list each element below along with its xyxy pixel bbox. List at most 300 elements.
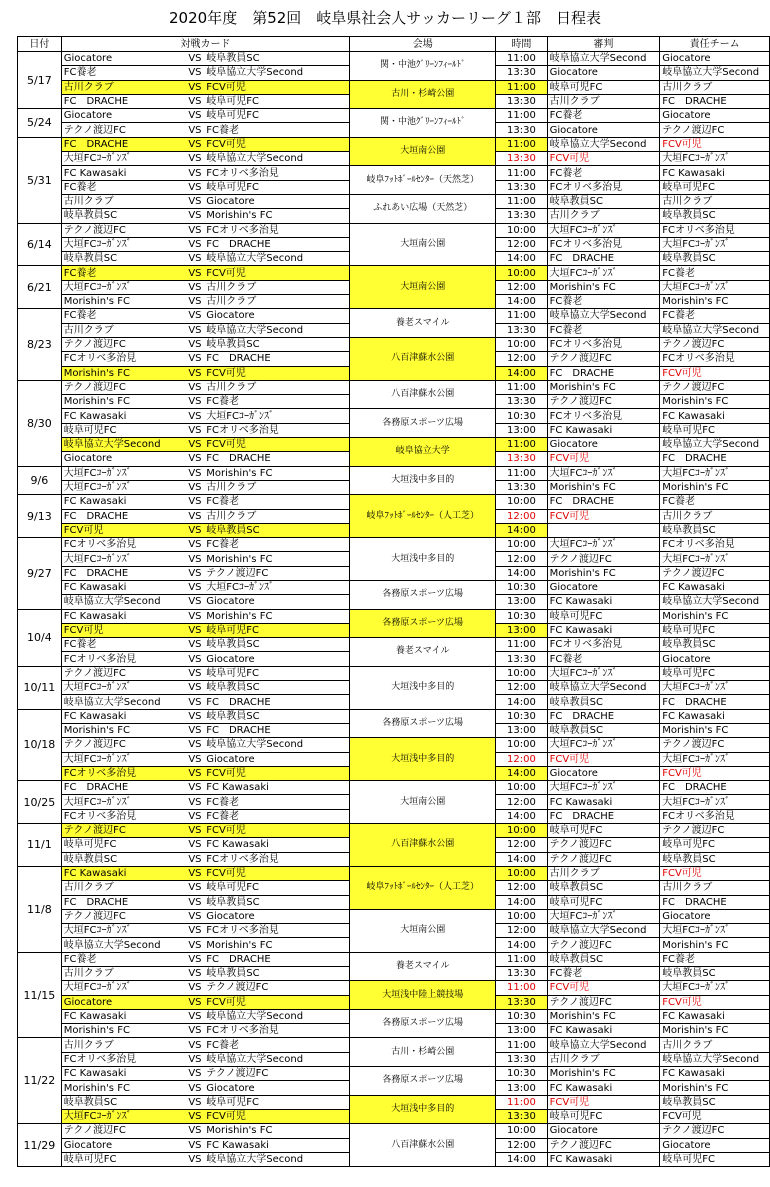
away-team: FCオリベ多治見 (204, 423, 349, 437)
time-cell: 13:30 (496, 152, 547, 166)
responsible-cell: 古川クラブ (660, 1038, 770, 1052)
time-cell: 12:00 (496, 352, 547, 366)
home-team: Giocatore (61, 452, 188, 466)
referee-cell: Morishin's FC (547, 280, 660, 294)
away-team: Morishin's FC (204, 1124, 349, 1138)
responsible-cell: FC Kawasaki (660, 1009, 770, 1023)
vs-label: VS (188, 1124, 204, 1138)
away-team: FCV可児 (204, 995, 349, 1009)
match-row (18, 781, 770, 795)
referee-cell: テクノ渡辺FC (547, 852, 660, 866)
referee-cell: 岐阜教員SC (547, 952, 660, 966)
referee-cell: 大垣FCｺｰｶﾞﾝｽﾞ (547, 538, 660, 552)
home-team: FC Kawasaki (61, 1009, 188, 1023)
vs-label: VS (188, 824, 204, 838)
referee-cell: 大垣FCｺｰｶﾞﾝｽﾞ (547, 666, 660, 680)
vs-label: VS (188, 266, 204, 280)
away-team: 大垣FCｺｰｶﾞﾝｽﾞ (204, 409, 349, 423)
time-cell: 13:30 (496, 480, 547, 494)
venue-cell: 八百津蘇水公園 (350, 337, 496, 380)
vs-label: VS (188, 752, 204, 766)
vs-label: VS (188, 995, 204, 1009)
responsible-cell: 大垣FCｺｰｶﾞﾝｽﾞ (660, 981, 770, 995)
date-cell: 10/4 (18, 609, 62, 666)
away-team: 岐阜教員SC (204, 709, 349, 723)
home-team: 古川クラブ (61, 323, 188, 337)
match-row (18, 609, 770, 623)
time-cell: 10:30 (496, 409, 547, 423)
referee-cell: FC Kawasaki (547, 795, 660, 809)
vs-label: VS (188, 237, 204, 251)
date-cell: 9/6 (18, 466, 62, 495)
responsible-cell: Morishin's FC (660, 609, 770, 623)
home-team: 古川クラブ (61, 1038, 188, 1052)
away-team: FCV可児 (204, 866, 349, 880)
time-cell: 10:00 (496, 824, 547, 838)
vs-label: VS (188, 723, 204, 737)
header-date: 日付 (18, 37, 62, 52)
venue-cell: 各務原スポーツ広場 (350, 409, 496, 438)
venue-cell: 八百津蘇水公園 (350, 380, 496, 409)
vs-label: VS (188, 967, 204, 981)
referee-cell: 岐阜教員SC (547, 695, 660, 709)
referee-cell: FC Kawasaki (547, 1024, 660, 1038)
responsible-cell: Morishin's FC (660, 295, 770, 309)
vs-label: VS (188, 495, 204, 509)
match-row (18, 495, 770, 509)
date-cell: 9/27 (18, 538, 62, 609)
home-team: 古川クラブ (61, 80, 188, 94)
away-team: 岐阜協立大学Second (204, 152, 349, 166)
time-cell: 10:00 (496, 781, 547, 795)
home-team: テクノ渡辺FC (61, 1124, 188, 1138)
responsible-cell: 岐阜教員SC (660, 252, 770, 266)
vs-label: VS (188, 323, 204, 337)
header-time: 時間 (496, 37, 547, 52)
away-team: 岐阜協立大学Second (204, 252, 349, 266)
home-team: FC Kawasaki (61, 709, 188, 723)
referee-cell: 岐阜可児FC (547, 895, 660, 909)
match-row (18, 80, 770, 94)
home-team: 大垣FCｺｰｶﾞﾝｽﾞ (61, 681, 188, 695)
home-team: FCオリベ多治見 (61, 1052, 188, 1066)
away-team: FCV可児 (204, 266, 349, 280)
away-team: FC養老 (204, 395, 349, 409)
referee-cell: 岐阜可児FC (547, 824, 660, 838)
away-team: Giocatore (204, 909, 349, 923)
date-cell: 9/13 (18, 495, 62, 538)
away-team: テクノ渡辺FC (204, 566, 349, 580)
away-team: 古川クラブ (204, 295, 349, 309)
responsible-cell: Giocatore (660, 909, 770, 923)
vs-label: VS (188, 838, 204, 852)
responsible-cell: 岐阜協立大学Second (660, 323, 770, 337)
time-cell: 11:00 (496, 1095, 547, 1109)
venue-cell: 養老スマイル (350, 309, 496, 338)
time-cell: 10:00 (496, 866, 547, 880)
time-cell: 13:00 (496, 595, 547, 609)
time-cell: 13:30 (496, 66, 547, 80)
time-cell: 10:00 (496, 266, 547, 280)
responsible-cell: Morishin's FC (660, 1081, 770, 1095)
responsible-cell: 岐阜可児FC (660, 423, 770, 437)
responsible-cell: FCオリベ多治見 (660, 809, 770, 823)
time-cell: 13:30 (496, 123, 547, 137)
home-team: FC Kawasaki (61, 495, 188, 509)
time-cell: 12:00 (496, 237, 547, 251)
match-row (18, 1009, 770, 1023)
responsible-cell: FCオリベ多治見 (660, 352, 770, 366)
venue-cell: 関・中池ｸﾞﾘｰﾝﾌｨｰﾙﾄﾞ (350, 52, 496, 81)
referee-cell: 古川クラブ (547, 94, 660, 108)
match-row (18, 380, 770, 394)
match-row (18, 1124, 770, 1138)
referee-cell: テクノ渡辺FC (547, 995, 660, 1009)
away-team: FCV可児 (204, 137, 349, 151)
away-team: 岐阜教員SC (204, 967, 349, 981)
time-cell: 13:00 (496, 423, 547, 437)
time-cell: 14:00 (496, 566, 547, 580)
referee-cell: FCV可児 (547, 752, 660, 766)
referee-cell: 岐阜可児FC (547, 1109, 660, 1123)
vs-label: VS (188, 280, 204, 294)
referee-cell: FCV可児 (547, 452, 660, 466)
away-team: Giocatore (204, 652, 349, 666)
time-cell: 10:30 (496, 580, 547, 594)
referee-cell: 岐阜協立大学Second (547, 309, 660, 323)
responsible-cell: 岐阜協立大学Second (660, 66, 770, 80)
away-team: 岐阜可児FC (204, 666, 349, 680)
home-team: 古川クラブ (61, 194, 188, 208)
vs-label: VS (188, 1152, 204, 1166)
referee-cell: FC Kawasaki (547, 423, 660, 437)
referee-cell: 岐阜協立大学Second (547, 52, 660, 66)
referee-cell: 大垣FCｺｰｶﾞﾝｽﾞ (547, 738, 660, 752)
referee-cell: FC養老 (547, 109, 660, 123)
match-row (18, 580, 770, 594)
responsible-cell: Giocatore (660, 52, 770, 66)
match-row (18, 194, 770, 208)
venue-cell: 大垣南公園 (350, 781, 496, 824)
header-row (18, 37, 770, 52)
time-cell: 12:00 (496, 795, 547, 809)
time-cell: 12:00 (496, 509, 547, 523)
home-team: 大垣FCｺｰｶﾞﾝｽﾞ (61, 981, 188, 995)
venue-cell: 大垣浅中多目的 (350, 666, 496, 709)
home-team: FC DRACHE (61, 94, 188, 108)
referee-cell: 古川クラブ (547, 1052, 660, 1066)
referee-cell: 古川クラブ (547, 209, 660, 223)
referee-cell: 岐阜教員SC (547, 194, 660, 208)
responsible-cell: 大垣FCｺｰｶﾞﾝｽﾞ (660, 280, 770, 294)
responsible-cell: Giocatore (660, 109, 770, 123)
vs-label: VS (188, 938, 204, 952)
away-team: FC養老 (204, 1038, 349, 1052)
home-team: Giocatore (61, 52, 188, 66)
responsible-cell: Morishin's FC (660, 395, 770, 409)
match-row (18, 223, 770, 237)
responsible-cell: FCオリベ多治見 (660, 223, 770, 237)
vs-label: VS (188, 709, 204, 723)
vs-label: VS (188, 595, 204, 609)
vs-label: VS (188, 1024, 204, 1038)
away-team: FC DRACHE (204, 237, 349, 251)
home-team: テクノ渡辺FC (61, 824, 188, 838)
vs-label: VS (188, 223, 204, 237)
match-row (18, 824, 770, 838)
away-team: 岐阜可児FC (204, 623, 349, 637)
responsible-cell: FCオリベ多治見 (660, 538, 770, 552)
away-team: 岐阜教員SC (204, 523, 349, 537)
venue-cell: 養老スマイル (350, 638, 496, 667)
vs-label: VS (188, 1095, 204, 1109)
responsible-cell: FC Kawasaki (660, 1067, 770, 1081)
away-team: 大垣FCｺｰｶﾞﾝｽﾞ (204, 580, 349, 594)
vs-label: VS (188, 52, 204, 66)
match-row (18, 52, 770, 66)
responsible-cell: Giocatore (660, 652, 770, 666)
home-team: FCオリベ多治見 (61, 809, 188, 823)
vs-label: VS (188, 1067, 204, 1081)
home-team: 大垣FCｺｰｶﾞﾝｽﾞ (61, 280, 188, 294)
referee-cell: FC DRACHE (547, 809, 660, 823)
responsible-cell: 大垣FCｺｰｶﾞﾝｽﾞ (660, 681, 770, 695)
responsible-cell: 岐阜可児FC (660, 838, 770, 852)
time-cell: 12:00 (496, 681, 547, 695)
away-team: FC Kawasaki (204, 781, 349, 795)
away-team: FC DRACHE (204, 723, 349, 737)
time-cell: 12:00 (496, 838, 547, 852)
time-cell: 13:00 (496, 1081, 547, 1095)
home-team: 大垣FCｺｰｶﾞﾝｽﾞ (61, 552, 188, 566)
responsible-cell: テクノ渡辺FC (660, 123, 770, 137)
home-team: FC DRACHE (61, 137, 188, 151)
time-cell: 13:30 (496, 395, 547, 409)
responsible-cell: 大垣FCｺｰｶﾞﾝｽﾞ (660, 466, 770, 480)
home-team: テクノ渡辺FC (61, 909, 188, 923)
time-cell: 14:00 (496, 695, 547, 709)
away-team: 岐阜協立大学Second (204, 1009, 349, 1023)
home-team: 大垣FCｺｰｶﾞﾝｽﾞ (61, 152, 188, 166)
responsible-cell: 古川クラブ (660, 881, 770, 895)
away-team: FCV可児 (204, 80, 349, 94)
vs-label: VS (188, 909, 204, 923)
home-team: 大垣FCｺｰｶﾞﾝｽﾞ (61, 924, 188, 938)
responsible-cell: 岐阜協立大学Second (660, 1052, 770, 1066)
vs-label: VS (188, 695, 204, 709)
vs-label: VS (188, 1109, 204, 1123)
home-team: 大垣FCｺｰｶﾞﾝｽﾞ (61, 795, 188, 809)
referee-cell: Morishin's FC (547, 566, 660, 580)
referee-cell: FC養老 (547, 967, 660, 981)
venue-cell: 大垣浅中多目的 (350, 1095, 496, 1124)
referee-cell: Morishin's FC (547, 380, 660, 394)
venue-cell: 大垣南公園 (350, 266, 496, 309)
responsible-cell: テクノ渡辺FC (660, 1124, 770, 1138)
away-team: FCオリベ多治見 (204, 223, 349, 237)
referee-cell: FC Kawasaki (547, 1152, 660, 1166)
vs-label: VS (188, 423, 204, 437)
away-team: FC養老 (204, 795, 349, 809)
referee-cell: FCV可児 (547, 152, 660, 166)
referee-cell: 大垣FCｺｰｶﾞﾝｽﾞ (547, 781, 660, 795)
venue-cell: 大垣浅中多目的 (350, 466, 496, 495)
away-team: Giocatore (204, 752, 349, 766)
venue-cell: 岐阜協立大学 (350, 438, 496, 467)
vs-label: VS (188, 681, 204, 695)
vs-label: VS (188, 852, 204, 866)
away-team: Morishin's FC (204, 466, 349, 480)
responsible-cell: FC DRACHE (660, 452, 770, 466)
referee-cell: 岐阜可児FC (547, 609, 660, 623)
vs-label: VS (188, 781, 204, 795)
vs-label: VS (188, 380, 204, 394)
date-cell: 8/23 (18, 309, 62, 380)
home-team: 古川クラブ (61, 881, 188, 895)
vs-label: VS (188, 337, 204, 351)
time-cell: 11:00 (496, 952, 547, 966)
venue-cell: 岐阜ﾌｯﾄﾎﾞｰﾙｾﾝﾀｰ（人工芝） (350, 495, 496, 538)
header-venue: 会場 (350, 37, 496, 52)
responsible-cell: 大垣FCｺｰｶﾞﾝｽﾞ (660, 752, 770, 766)
away-team: 岐阜協立大学Second (204, 1152, 349, 1166)
responsible-cell: FC養老 (660, 952, 770, 966)
home-team: テクノ渡辺FC (61, 380, 188, 394)
home-team: 大垣FCｺｰｶﾞﾝｽﾞ (61, 1109, 188, 1123)
away-team: FC Kawasaki (204, 838, 349, 852)
header-referee: 審判 (547, 37, 660, 52)
home-team: FC養老 (61, 266, 188, 280)
away-team: テクノ渡辺FC (204, 1067, 349, 1081)
referee-cell: Giocatore (547, 438, 660, 452)
responsible-cell: 大垣FCｺｰｶﾞﾝｽﾞ (660, 795, 770, 809)
referee-cell: Giocatore (547, 580, 660, 594)
time-cell: 14:00 (496, 809, 547, 823)
time-cell: 11:00 (496, 380, 547, 394)
home-team: 古川クラブ (61, 967, 188, 981)
responsible-cell: テクノ渡辺FC (660, 824, 770, 838)
responsible-cell: FCV可児 (660, 766, 770, 780)
home-team: FCオリベ多治見 (61, 538, 188, 552)
time-cell: 10:30 (496, 1009, 547, 1023)
match-row (18, 538, 770, 552)
responsible-cell: 大垣FCｺｰｶﾞﾝｽﾞ (660, 924, 770, 938)
home-team: 岐阜可児FC (61, 1152, 188, 1166)
time-cell: 10:30 (496, 1067, 547, 1081)
vs-label: VS (188, 1052, 204, 1066)
venue-cell: 八百津蘇水公園 (350, 824, 496, 867)
away-team: 古川クラブ (204, 280, 349, 294)
vs-label: VS (188, 166, 204, 180)
time-cell: 12:00 (496, 552, 547, 566)
venue-cell: 各務原スポーツ広場 (350, 609, 496, 638)
vs-label: VS (188, 609, 204, 623)
vs-label: VS (188, 566, 204, 580)
time-cell: 10:00 (496, 223, 547, 237)
time-cell: 13:30 (496, 967, 547, 981)
referee-cell: 岐阜協立大学Second (547, 681, 660, 695)
referee-cell: Morishin's FC (547, 1009, 660, 1023)
responsible-cell: テクノ渡辺FC (660, 337, 770, 351)
vs-label: VS (188, 395, 204, 409)
time-cell: 11:00 (496, 194, 547, 208)
match-row (18, 638, 770, 652)
venue-cell: 古川・杉崎公園 (350, 1038, 496, 1067)
venue-cell: 古川・杉崎公園 (350, 80, 496, 109)
match-row (18, 709, 770, 723)
referee-cell: Giocatore (547, 66, 660, 80)
responsible-cell: FCV可児 (660, 137, 770, 151)
away-team: FC DRACHE (204, 952, 349, 966)
away-team: 岐阜可児FC (204, 180, 349, 194)
vs-label: VS (188, 866, 204, 880)
referee-cell: FC養老 (547, 323, 660, 337)
time-cell: 14:00 (496, 523, 547, 537)
vs-label: VS (188, 881, 204, 895)
home-team: FC Kawasaki (61, 1067, 188, 1081)
time-cell: 13:30 (496, 1052, 547, 1066)
home-team: テクノ渡辺FC (61, 337, 188, 351)
venue-cell: 大垣浅中多目的 (350, 738, 496, 781)
vs-label: VS (188, 552, 204, 566)
match-row (18, 981, 770, 995)
away-team: FC Kawasaki (204, 1138, 349, 1152)
home-team: FCオリベ多治見 (61, 766, 188, 780)
venue-cell: 各務原スポーツ広場 (350, 1009, 496, 1038)
away-team: FC DRACHE (204, 352, 349, 366)
responsible-cell: Morishin's FC (660, 1024, 770, 1038)
date-cell: 11/1 (18, 824, 62, 867)
away-team: Giocatore (204, 595, 349, 609)
vs-label: VS (188, 1081, 204, 1095)
home-team: Morishin's FC (61, 295, 188, 309)
match-row (18, 1038, 770, 1052)
time-cell: 13:30 (496, 323, 547, 337)
home-team: 岐阜協立大学Second (61, 595, 188, 609)
away-team: FCV可児 (204, 824, 349, 838)
responsible-cell: 古川クラブ (660, 80, 770, 94)
referee-cell: FC Kawasaki (547, 595, 660, 609)
match-row (18, 137, 770, 151)
home-team: FC Kawasaki (61, 409, 188, 423)
vs-label: VS (188, 924, 204, 938)
away-team: FC DRACHE (204, 695, 349, 709)
time-cell: 11:00 (496, 137, 547, 151)
time-cell: 12:00 (496, 752, 547, 766)
time-cell: 14:00 (496, 252, 547, 266)
referee-cell: 大垣FCｺｰｶﾞﾝｽﾞ (547, 223, 660, 237)
away-team: Giocatore (204, 194, 349, 208)
away-team: FCオリベ多治見 (204, 852, 349, 866)
responsible-cell: 岐阜可児FC (660, 623, 770, 637)
responsible-cell: FC DRACHE (660, 781, 770, 795)
vs-label: VS (188, 538, 204, 552)
time-cell: 11:00 (496, 638, 547, 652)
home-team: 岐阜協立大学Second (61, 938, 188, 952)
referee-cell: Giocatore (547, 766, 660, 780)
match-row (18, 909, 770, 923)
time-cell: 11:00 (496, 438, 547, 452)
home-team: FC DRACHE (61, 566, 188, 580)
date-cell: 5/31 (18, 137, 62, 223)
venue-cell: 大垣南公園 (350, 909, 496, 952)
responsible-cell: 岐阜可児FC (660, 666, 770, 680)
away-team: 岐阜協立大学Second (204, 738, 349, 752)
time-cell: 13:30 (496, 94, 547, 108)
match-row (18, 738, 770, 752)
vs-label: VS (188, 666, 204, 680)
home-team: FC DRACHE (61, 781, 188, 795)
